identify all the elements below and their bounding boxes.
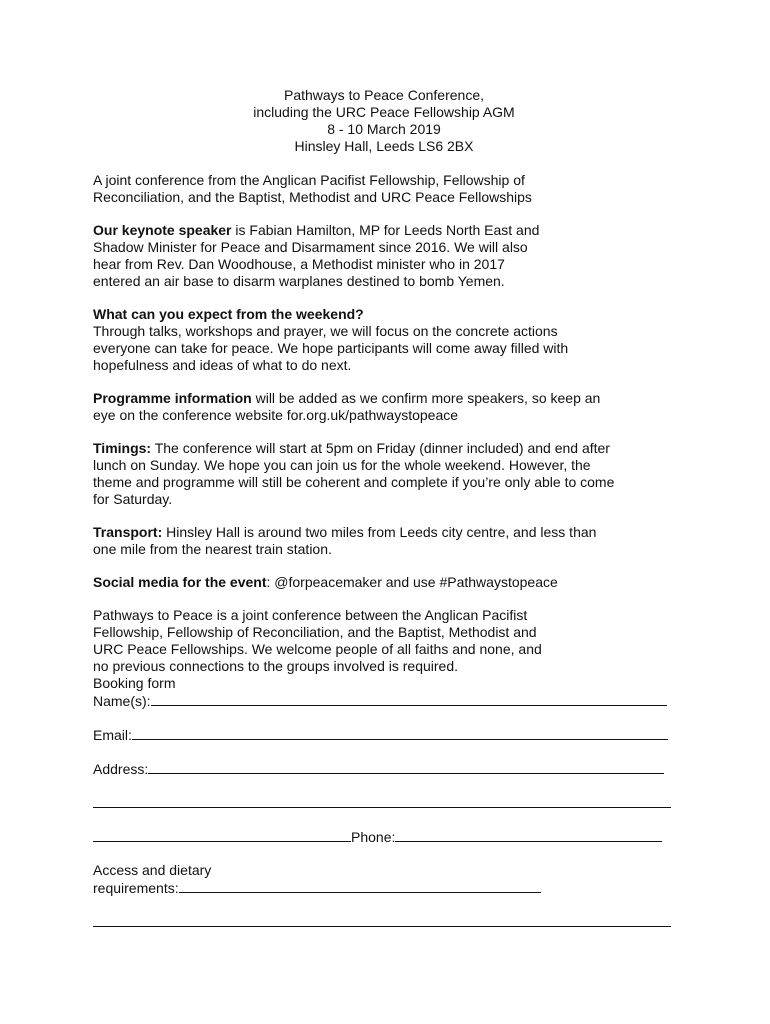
transport-paragraph: Transport: Hinsley Hall is around two miles from Leeds city centre, and less than one mile from the nearest train station. <box>93 524 597 557</box>
address-field-line3[interactable] <box>93 828 351 842</box>
expectations-paragraph: What can you expect from the weekend? Through talks, workshops and prayer, we will focus on the concrete actions everyone can take for peace. We hope participants will come away filled with hopefulness and ideas of what to do next. <box>93 306 683 374</box>
closing-paragraph: Pathways to Peace is a joint conference between the Anglican Pacifist Fellowship, Fellowship of Reconciliation, and the Baptist, Methodist and URC Peace Fellowships. We welcome people of all faiths and none, and no previous connections to the groups involved is required. <box>93 607 542 674</box>
access-label-line1: Access and dietary <box>93 862 212 878</box>
keynote-paragraph: Our keynote speaker is Fabian Hamilton, MP for Leeds North East and Shadow Minister for Peace and Disarmament since 2016. We will also hear from Rev. Dan Woodhouse, a Methodist minister who in 2017 entered an air base to disarm warplanes destined to bomb Yemen. <box>93 222 540 289</box>
names-field[interactable] <box>151 692 667 706</box>
address-label: Address: <box>93 761 149 777</box>
timings-paragraph: Timings: The conference will start at 5pm on Friday (dinner included) and end after lunch on Sunday. We hope you can join us for the whole weekend. However, the theme and programme will still be coherent and complete if you’re only able to come for Saturday. <box>93 440 615 507</box>
intro-paragraph: A joint conference from the Anglican Pacifist Fellowship, Fellowship of Reconciliation, and the Baptist, Methodist and URC Peace Fellowships <box>93 172 532 205</box>
conference-title: Pathways to Peace Conference, <box>283 87 484 103</box>
keynote-label: Our keynote speaker <box>93 222 232 238</box>
access-requirements-field[interactable] <box>179 879 541 893</box>
social-media-paragraph: Social media for the event: @forpeacemaker and use #Pathwaystopeace <box>93 574 558 590</box>
conference-dates: 8 - 10 March 2019 <box>327 121 441 137</box>
booking-form-title: Booking form <box>93 675 176 691</box>
email-field[interactable] <box>132 726 668 740</box>
address-row <box>93 760 683 778</box>
address-field-line2[interactable] <box>93 794 671 808</box>
access-row <box>93 862 683 897</box>
timings-label: Timings: <box>93 440 152 456</box>
names-row <box>93 692 683 710</box>
transport-label: Transport: <box>93 524 163 540</box>
phone-label: Phone: <box>351 829 396 845</box>
expectations-heading: What can you expect from the weekend? <box>93 306 364 322</box>
access-continuation-row <box>93 913 683 931</box>
email-label: Email: <box>93 727 132 743</box>
document-header <box>93 87 675 155</box>
address-field-line1[interactable] <box>148 760 664 774</box>
programme-label: Programme information <box>93 390 252 406</box>
booking-form <box>93 675 683 931</box>
email-row <box>93 726 683 744</box>
access-requirements-field-line2[interactable] <box>93 913 671 927</box>
programme-paragraph: Programme information will be added as we confirm more speakers, so keep an eye on the conference website for.org.uk/pathwaystopeace <box>93 390 601 423</box>
booking-document <box>93 87 683 931</box>
access-label-line2: requirements: <box>93 880 179 896</box>
social-media-label: Social media for the event <box>93 574 267 590</box>
address-phone-row <box>93 828 683 846</box>
address-continuation-row <box>93 794 683 812</box>
phone-field[interactable] <box>395 828 662 842</box>
conference-subtitle: including the URC Peace Fellowship AGM <box>253 104 515 120</box>
names-label: Name(s): <box>93 693 151 709</box>
conference-venue: Hinsley Hall, Leeds LS6 2BX <box>294 138 474 154</box>
